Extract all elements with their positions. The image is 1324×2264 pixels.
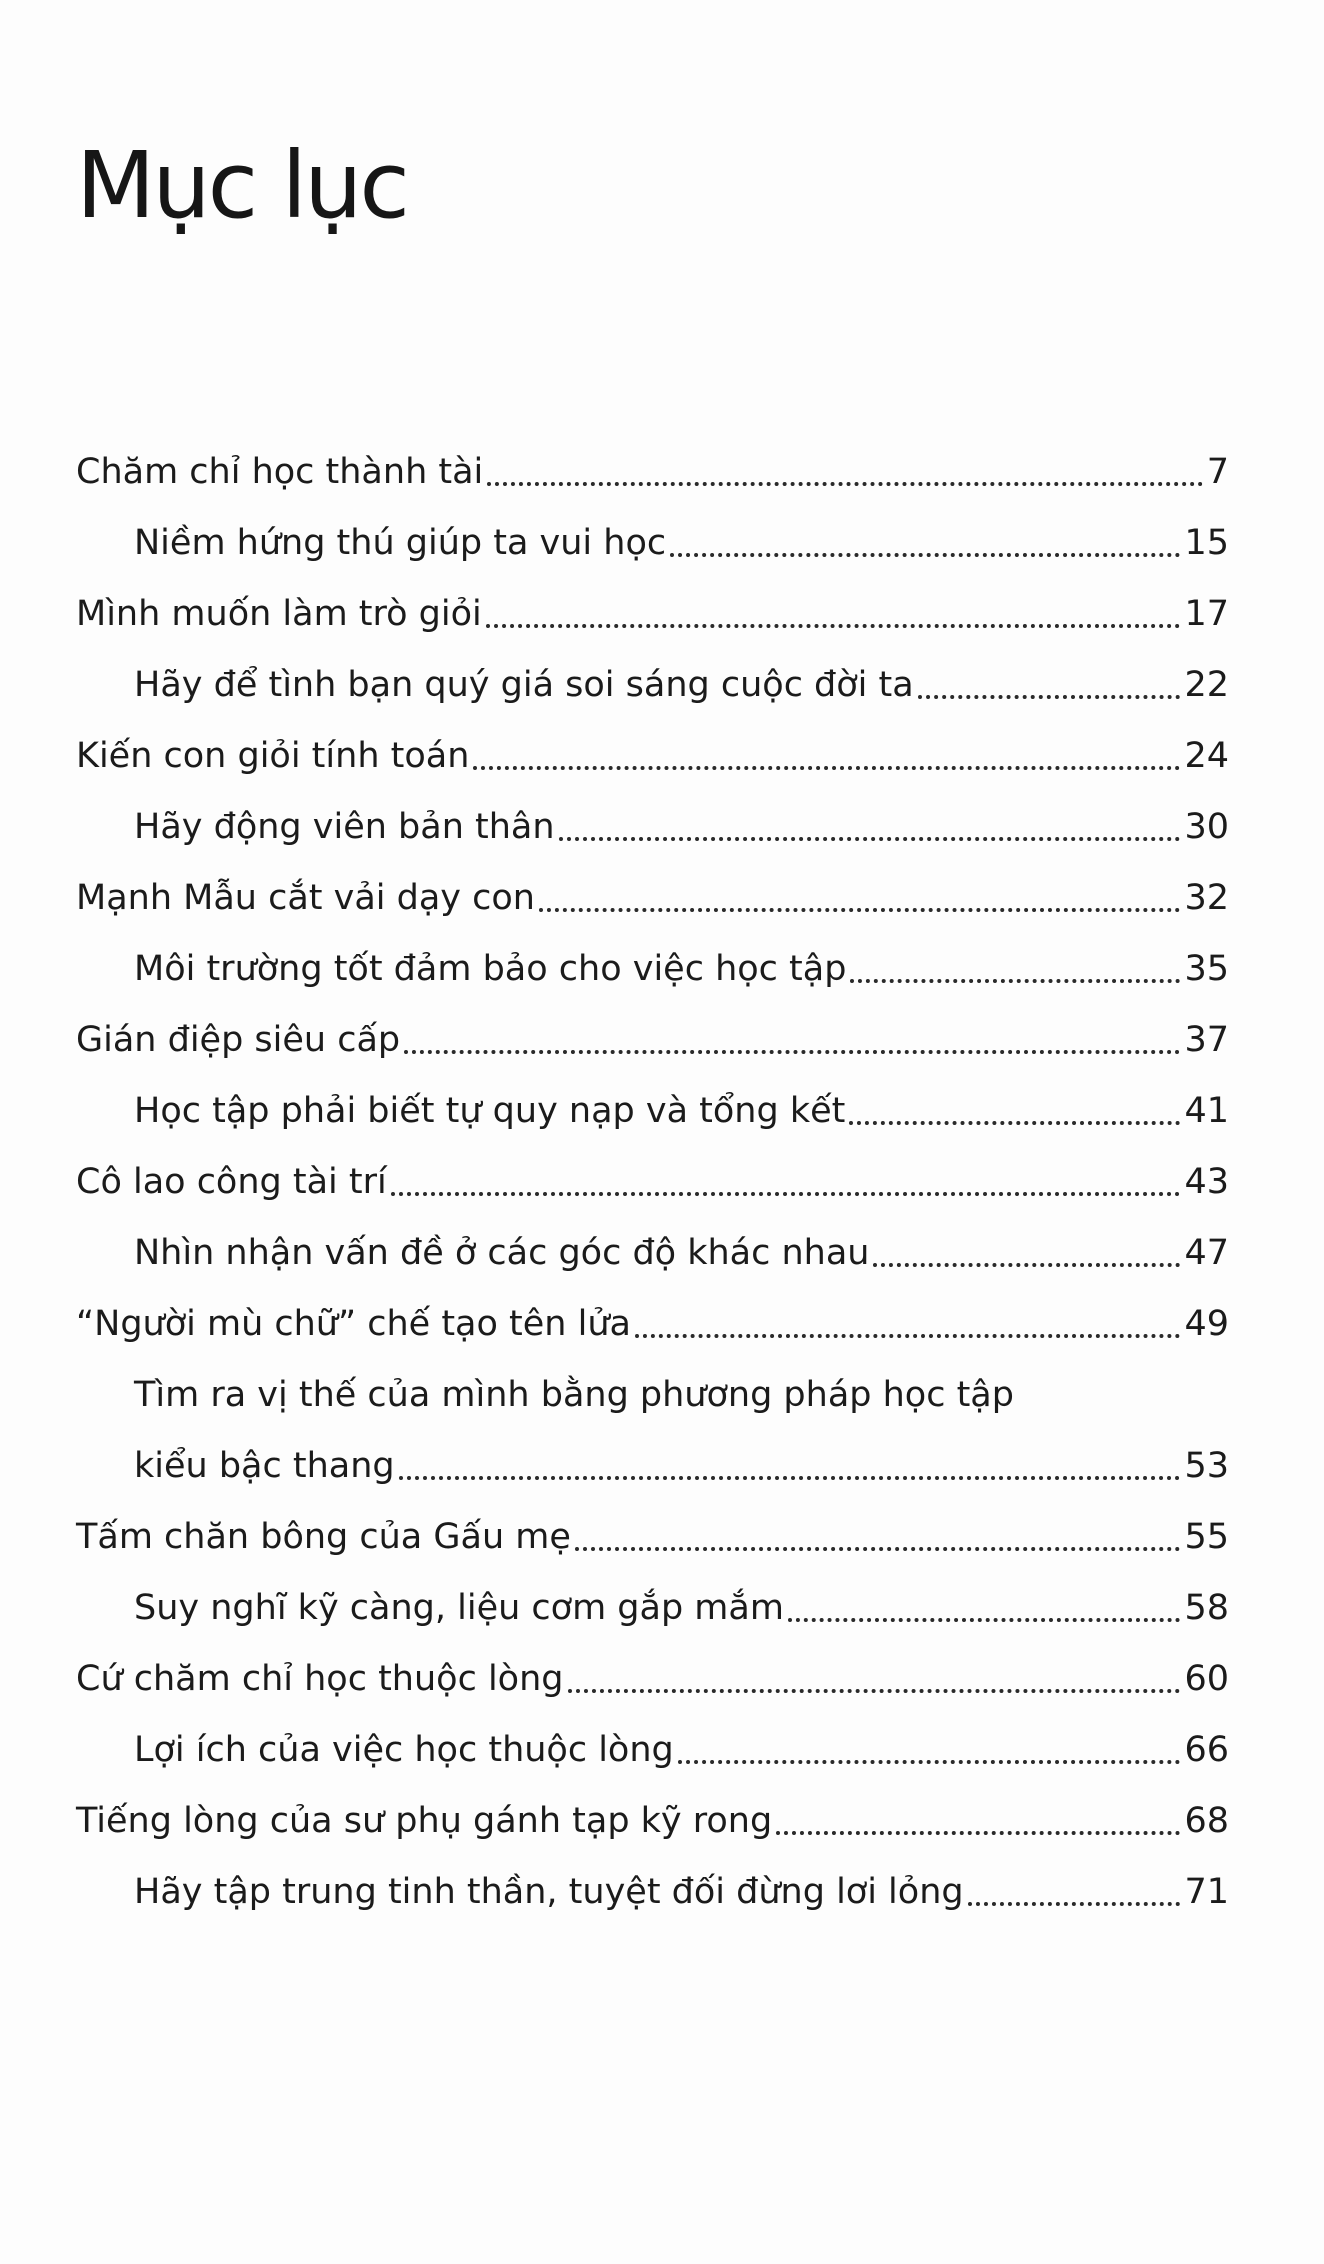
dot-leader <box>850 979 1180 983</box>
dot-leader <box>635 1334 1180 1338</box>
toc-entry-title: “Người mù chữ” chế tạo tên lửa <box>76 1304 631 1344</box>
toc-entry-page: 30 <box>1184 807 1229 847</box>
toc-entry-title: Tiếng lòng của sư phụ gánh tạp kỹ rong <box>76 1801 773 1841</box>
toc-entry-12 <box>134 1227 1229 1279</box>
toc-entry-14-line-1 <box>134 1369 1229 1421</box>
toc-entry-page: 7 <box>1206 452 1229 492</box>
dot-leader <box>559 837 1181 841</box>
dot-leader <box>670 553 1180 557</box>
toc-entry-title: Tìm ra vị thế của mình bằng phương pháp học tập <box>134 1375 1014 1415</box>
dot-leader <box>399 1476 1181 1480</box>
toc-entry-page: 17 <box>1184 594 1229 634</box>
toc-entry-18 <box>134 1724 1229 1776</box>
toc-entry-4 <box>134 659 1229 711</box>
toc-entry-17 <box>76 1653 1229 1705</box>
toc-entry-page: 55 <box>1184 1517 1229 1557</box>
toc-entry-page: 24 <box>1184 736 1229 776</box>
toc-entry-page: 71 <box>1184 1872 1229 1912</box>
toc-entry-page: 60 <box>1184 1659 1229 1699</box>
toc-entry-title: Tấm chăn bông của Gấu mẹ <box>76 1517 571 1557</box>
dot-leader <box>873 1263 1180 1267</box>
dot-leader <box>486 624 1181 628</box>
toc-entry-title: Suy nghĩ kỹ càng, liệu cơm gắp mắm <box>134 1588 784 1628</box>
toc-entry-page: 35 <box>1184 949 1229 989</box>
toc-entry-page: 66 <box>1184 1730 1229 1770</box>
toc-entry-title: Gián điệp siêu cấp <box>76 1020 401 1060</box>
toc-entry-16 <box>134 1582 1229 1634</box>
toc-entry-13 <box>76 1298 1229 1350</box>
toc-entry-page: 53 <box>1184 1446 1229 1486</box>
page-title: Mục lục <box>76 132 407 239</box>
toc-entry-page: 15 <box>1184 523 1229 563</box>
toc-entry-title: Hãy để tình bạn quý giá soi sáng cuộc đời ta <box>134 665 914 705</box>
dot-leader <box>849 1121 1180 1125</box>
toc-entry-page: 68 <box>1184 1801 1229 1841</box>
toc-entry-15 <box>76 1511 1229 1563</box>
dot-leader <box>487 482 1202 486</box>
toc-entry-title: Môi trường tốt đảm bảo cho việc học tập <box>134 949 847 989</box>
toc-entry-page: 47 <box>1184 1233 1229 1273</box>
toc-entry-6 <box>134 801 1229 853</box>
toc-entry-title: Mạnh Mẫu cắt vải dạy con <box>76 878 535 918</box>
toc-entry-title: Nhìn nhận vấn đề ở các góc độ khác nhau <box>134 1233 870 1273</box>
toc-entry-title: Niềm hứng thú giúp ta vui học <box>134 523 667 563</box>
dot-leader <box>575 1547 1181 1551</box>
toc-entry-5 <box>76 730 1229 782</box>
toc-entry-title: Mình muốn làm trò giỏi <box>76 594 482 634</box>
dot-leader <box>776 1831 1180 1835</box>
dot-leader <box>539 908 1180 912</box>
toc-entry-19 <box>76 1795 1229 1847</box>
toc-entry-title: Cô lao công tài trí <box>76 1162 387 1202</box>
toc-entry-title: Cứ chăm chỉ học thuộc lòng <box>76 1659 564 1699</box>
dot-leader <box>788 1618 1181 1622</box>
dot-leader <box>568 1689 1181 1693</box>
toc-entry-title-continued: kiểu bậc thang <box>134 1446 395 1486</box>
dot-leader <box>391 1192 1181 1196</box>
toc-entry-title: Hãy tập trung tinh thần, tuyệt đối đừng lơi lỏng <box>134 1872 964 1912</box>
toc-entry-page: 32 <box>1184 878 1229 918</box>
toc-entry-page: 37 <box>1184 1020 1229 1060</box>
toc-entry-7 <box>76 872 1229 924</box>
toc-entry-title: Chăm chỉ học thành tài <box>76 452 484 492</box>
toc-entry-1 <box>76 446 1229 498</box>
toc-entry-title: Hãy động viên bản thân <box>134 807 555 847</box>
toc-entry-8 <box>134 943 1229 995</box>
toc-entry-title: Học tập phải biết tự quy nạp và tổng kết <box>134 1091 846 1131</box>
toc-entry-page: 22 <box>1184 665 1229 705</box>
toc-entry-9 <box>76 1014 1229 1066</box>
toc-entry-10 <box>134 1085 1229 1137</box>
toc-entry-20 <box>134 1866 1229 1918</box>
dot-leader <box>968 1902 1181 1906</box>
toc-entry-3 <box>76 588 1229 640</box>
toc-entry-page: 43 <box>1184 1162 1229 1202</box>
dot-leader <box>678 1760 1181 1764</box>
toc-entry-title: Lợi ích của việc học thuộc lòng <box>134 1730 674 1770</box>
toc-entry-page: 41 <box>1184 1091 1229 1131</box>
toc-entry-11 <box>76 1156 1229 1208</box>
toc-entry-14-line-2 <box>134 1440 1229 1492</box>
toc-entry-title: Kiến con giỏi tính toán <box>76 736 470 776</box>
toc-entry-page: 49 <box>1184 1304 1229 1344</box>
toc-entry-page: 58 <box>1184 1588 1229 1628</box>
dot-leader <box>918 695 1181 699</box>
toc-entry-2 <box>134 517 1229 569</box>
dot-leader <box>473 766 1180 770</box>
dot-leader <box>404 1050 1180 1054</box>
